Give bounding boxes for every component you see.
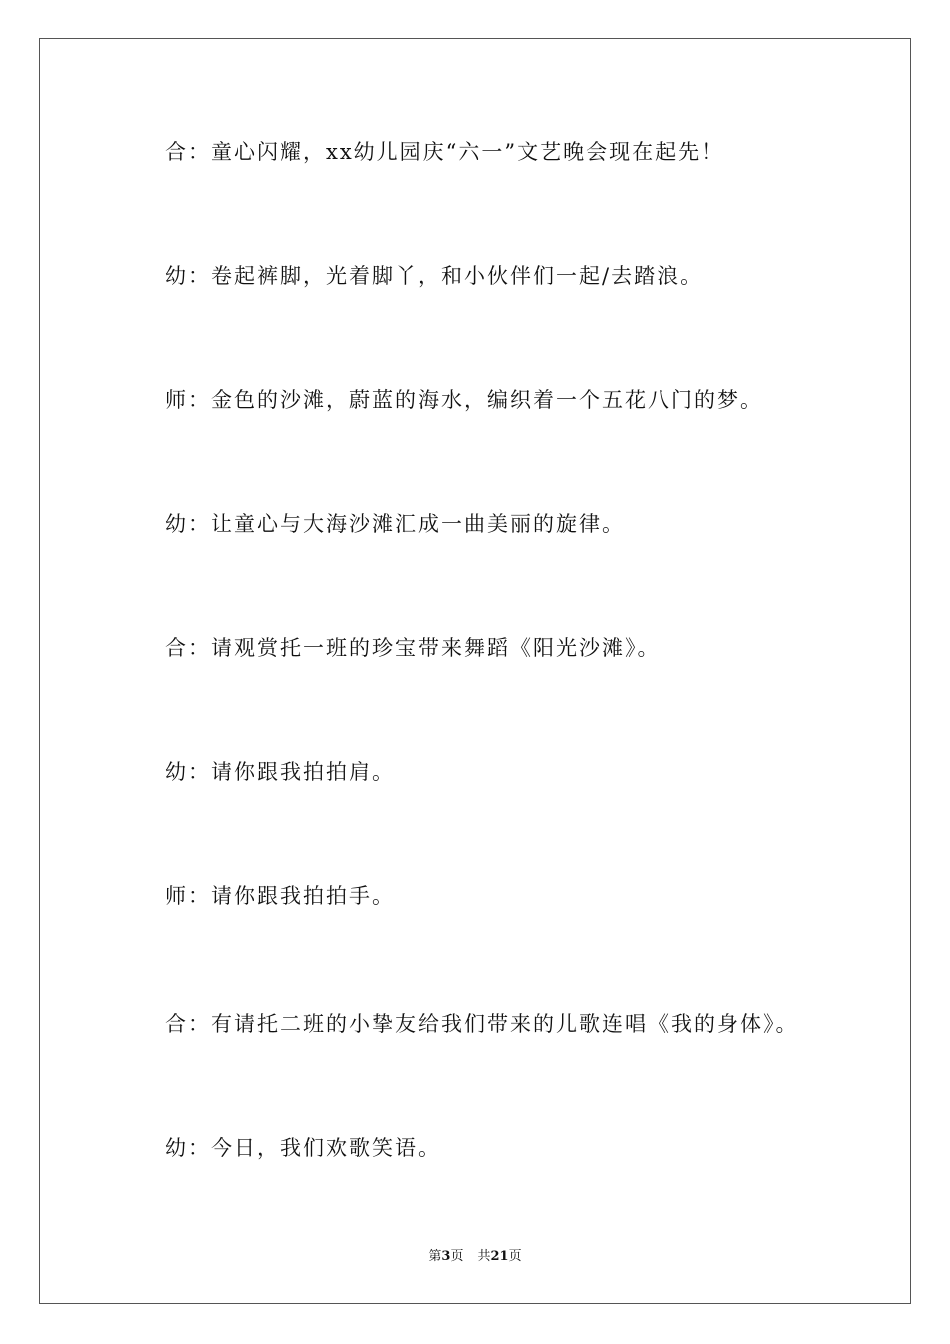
- total-suffix: 页: [508, 1249, 522, 1264]
- script-line-5: 合：请观赏托一班的珍宝带来舞蹈《阳光沙滩》。: [165, 636, 661, 660]
- script-line-9: 幼：今日，我们欢歌笑语。: [165, 1136, 441, 1160]
- script-line-8: 合：有请托二班的小挚友给我们带来的儿歌连唱《我的身体》。: [165, 1012, 799, 1036]
- total-prefix: 共: [477, 1249, 491, 1264]
- page-suffix: 页: [450, 1249, 464, 1264]
- script-line-2: 幼：卷起裤脚，光着脚丫，和小伙伴们一起/去踏浪。: [165, 264, 704, 288]
- page-prefix: 第: [428, 1249, 442, 1264]
- page-frame: [39, 38, 911, 1304]
- page-footer: [0, 1248, 950, 1266]
- script-line-3: 师：金色的沙滩，蔚蓝的海水，编织着一个五花八门的梦。: [165, 388, 763, 412]
- script-line-7: 师：请你跟我拍拍手。: [165, 884, 395, 908]
- script-line-6: 幼：请你跟我拍拍肩。: [165, 760, 395, 784]
- script-line-4: 幼：让童心与大海沙滩汇成一曲美丽的旋律。: [165, 512, 625, 536]
- total-pages: 21: [490, 1249, 509, 1264]
- page-number: 3: [441, 1249, 451, 1264]
- script-line-1: 合：童心闪耀，xx幼儿园庆“六一”文艺晚会现在起先！: [165, 140, 725, 164]
